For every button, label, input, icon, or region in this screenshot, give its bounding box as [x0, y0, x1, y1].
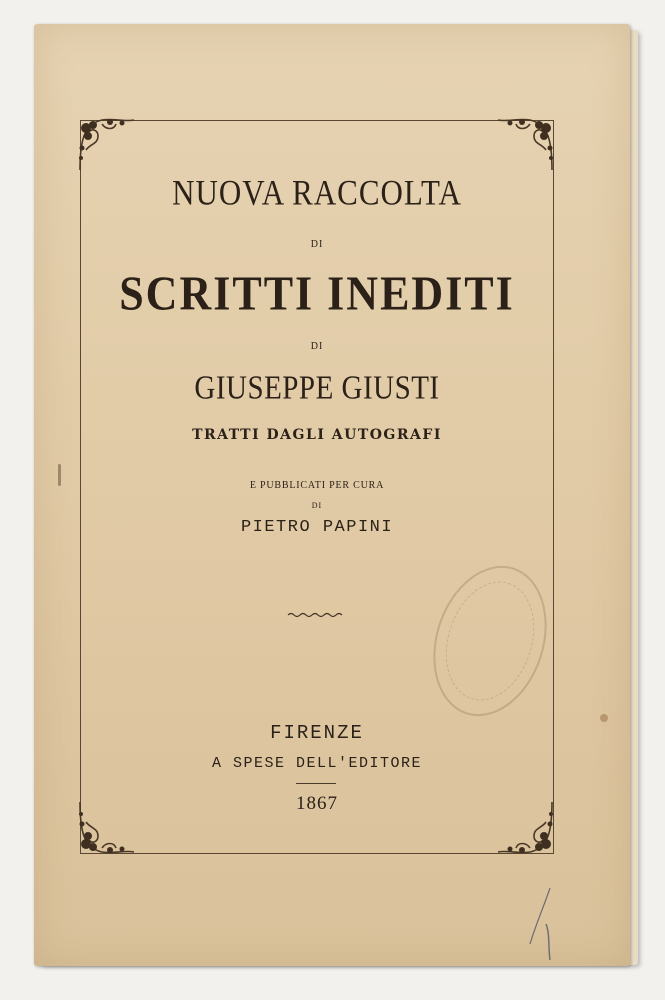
title-line-1: NUOVA RACCOLTA: [172, 172, 462, 213]
book-cover: [34, 24, 630, 966]
imprint-city: FIRENZE: [270, 722, 364, 744]
vine-ornament-icon: [72, 110, 142, 180]
vine-ornament-icon: [490, 110, 560, 180]
imprint-rule: [296, 783, 336, 784]
imprint-publisher: A SPESE DELL'EDITORE: [211, 755, 423, 772]
connector-di: DI: [311, 501, 323, 510]
subtitle: TRATTI DAGLI AUTOGRAFI: [192, 427, 442, 443]
title-line-2: SCRITTI INEDITI: [119, 266, 515, 321]
editor-intro: E PUBBLICATI PER CURA: [249, 480, 385, 491]
foxing-spot: [600, 714, 608, 722]
pencil-mark-icon: [510, 884, 570, 964]
connector-di: DI: [310, 239, 324, 250]
author-name: GIUSEPPE GIUSTI: [194, 369, 440, 407]
imprint-year: 1867: [296, 793, 338, 814]
connector-di: DI: [310, 341, 324, 352]
flourish-divider-icon: [286, 610, 346, 620]
foxing-spot: [58, 464, 61, 486]
editor-name: PIETRO PAPINI: [240, 518, 394, 537]
